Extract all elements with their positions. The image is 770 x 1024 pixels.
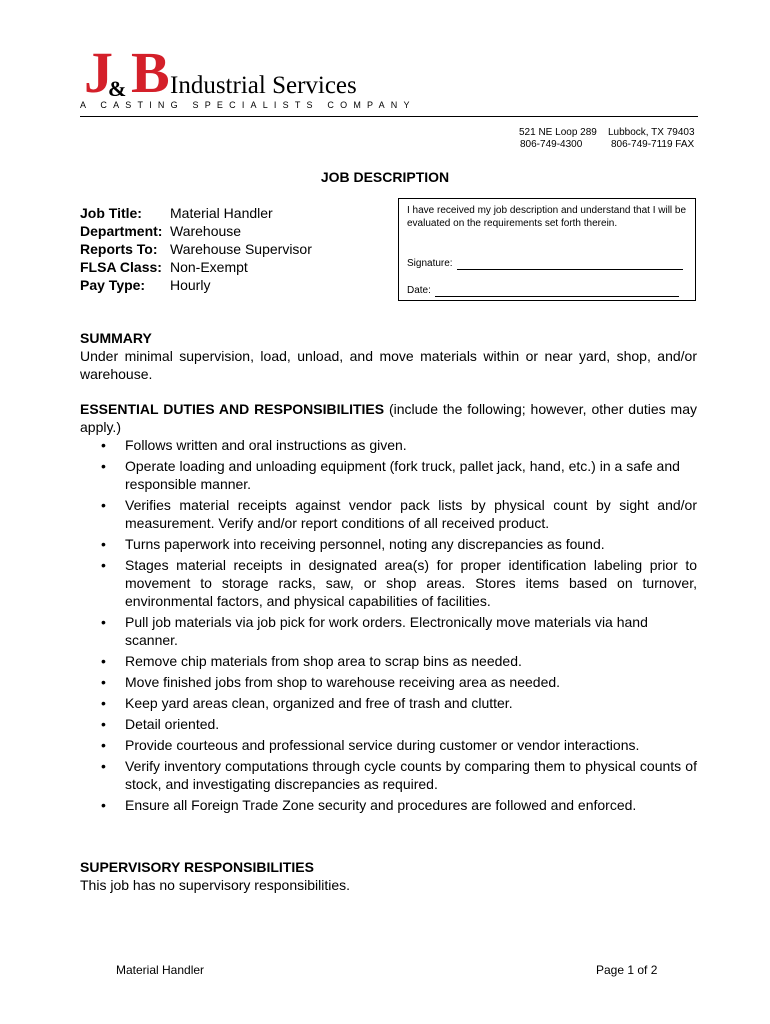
job-info-label: Job Title: xyxy=(80,205,142,221)
bullet: • xyxy=(101,737,106,753)
list-item: • Verifies material receipts against vendor pack lists by physical count by sight and/or measurement. Verify and/or report conditions of all received product. xyxy=(101,497,697,531)
list-item: • Keep yard areas clean, organized and free of trash and clutter. xyxy=(101,695,513,711)
duties-intro-paragraph xyxy=(80,400,697,436)
logo-ampersand: & xyxy=(108,76,127,101)
list-item: • Verify inventory computations through cycle counts by comparing them to physical counts of stock, and investigating discrepancies as required. xyxy=(101,758,697,792)
job-info-value: Material Handler xyxy=(170,205,273,221)
list-item: • Remove chip materials from shop area to scrap bins as needed. xyxy=(101,653,522,669)
logo-letters: J B xyxy=(84,40,166,105)
job-info-row xyxy=(80,222,312,240)
bullet: • xyxy=(101,497,106,513)
list-item: • Operate loading and unloading equipment (fork truck, pallet jack, hand, etc.) in a safe and responsible manner. xyxy=(101,458,680,492)
bullet: • xyxy=(101,758,106,774)
summary-heading: SUMMARY xyxy=(80,330,152,346)
bullet: • xyxy=(101,458,106,474)
logo-company-name: Industrial Services xyxy=(170,72,357,99)
address-phone: 806-749-4300 xyxy=(520,139,583,150)
acknowledgment-box xyxy=(398,198,696,301)
duties-heading: ESSENTIAL DUTIES AND RESPONSIBILITIES xyxy=(80,401,385,417)
summary-text: Under minimal supervision, load, unload, and move materials within or near yard, shop, and/or warehouse. xyxy=(80,348,697,382)
page-number: Page 1 of 2 xyxy=(596,963,658,977)
list-item: • Detail oriented. xyxy=(101,716,220,732)
document-title: JOB DESCRIPTION xyxy=(320,169,450,185)
job-info-value: Warehouse Supervisor xyxy=(170,241,312,257)
job-info-label: FLSA Class: xyxy=(80,259,162,275)
job-info-label: Pay Type: xyxy=(80,277,146,293)
company-logo xyxy=(80,40,416,114)
supervisory-text: This job has no supervisory responsibilities. xyxy=(80,877,351,893)
signature-label: Signature: xyxy=(407,258,453,269)
address-fax: 806-749-7119 FAX xyxy=(611,139,695,150)
signature-line xyxy=(407,257,683,270)
job-info-row xyxy=(80,204,312,222)
list-item: • Ensure all Foreign Trade Zone security and procedures are followed and enforced. xyxy=(101,797,637,813)
bullet: • xyxy=(101,536,106,552)
list-item: • Follows written and oral instructions as given. xyxy=(101,437,407,453)
acknowledgment-text: I have received my job description and understand that I will be evaluated on the requirements set forth therein. xyxy=(407,205,687,229)
list-item: • Provide courteous and professional service during customer or vendor interactions. xyxy=(101,737,640,753)
address-street: 521 NE Loop 289 xyxy=(519,127,597,138)
list-item: • Stages material receipts in designated area(s) for proper identification labeling prior to movement to storage racks, saw, or shop areas. Stores items based on turnover, environmental factors, and physical capabilities of facilities. xyxy=(101,557,697,609)
supervisory-heading: SUPERVISORY RESPONSIBILITIES xyxy=(80,859,314,875)
list-item: • Turns paperwork into receiving personnel, noting any discrepancies as found. xyxy=(101,536,605,552)
duties-list xyxy=(80,436,697,814)
header-divider xyxy=(80,116,698,117)
footer-title: Material Handler xyxy=(116,963,205,977)
bullet: • xyxy=(101,797,106,813)
list-item: • Pull job materials via job pick for work orders. Electronically move materials via hand scanner. xyxy=(101,614,648,648)
job-info-row xyxy=(80,276,312,294)
bullet: • xyxy=(101,653,106,669)
bullet: • xyxy=(101,614,106,630)
job-info-row xyxy=(80,258,312,276)
list-item: • Move finished jobs from shop to warehouse receiving area as needed. xyxy=(101,674,561,690)
date-line xyxy=(407,284,679,297)
logo-tagline: A CASTING SPECIALISTS COMPANY xyxy=(80,100,416,110)
date-field[interactable] xyxy=(435,286,679,297)
date-label: Date: xyxy=(407,285,431,296)
bullet: • xyxy=(101,674,106,690)
address-city: Lubbock, TX 79403 xyxy=(608,127,695,138)
job-info-label: Reports To: xyxy=(80,241,158,257)
bullet: • xyxy=(101,695,106,711)
bullet: • xyxy=(101,437,106,453)
job-info-value: Non-Exempt xyxy=(170,259,248,275)
signature-field[interactable] xyxy=(457,259,683,270)
job-info xyxy=(80,204,312,294)
duties-intro: (include the following; however, other duties may apply.) xyxy=(80,401,697,435)
duties-section xyxy=(80,400,697,817)
bullet: • xyxy=(101,716,106,732)
job-info-label: Department: xyxy=(80,223,163,239)
job-info-value: Warehouse xyxy=(170,223,242,239)
job-info-value: Hourly xyxy=(170,277,211,293)
bullet: • xyxy=(101,557,106,573)
job-info-row xyxy=(80,240,312,258)
